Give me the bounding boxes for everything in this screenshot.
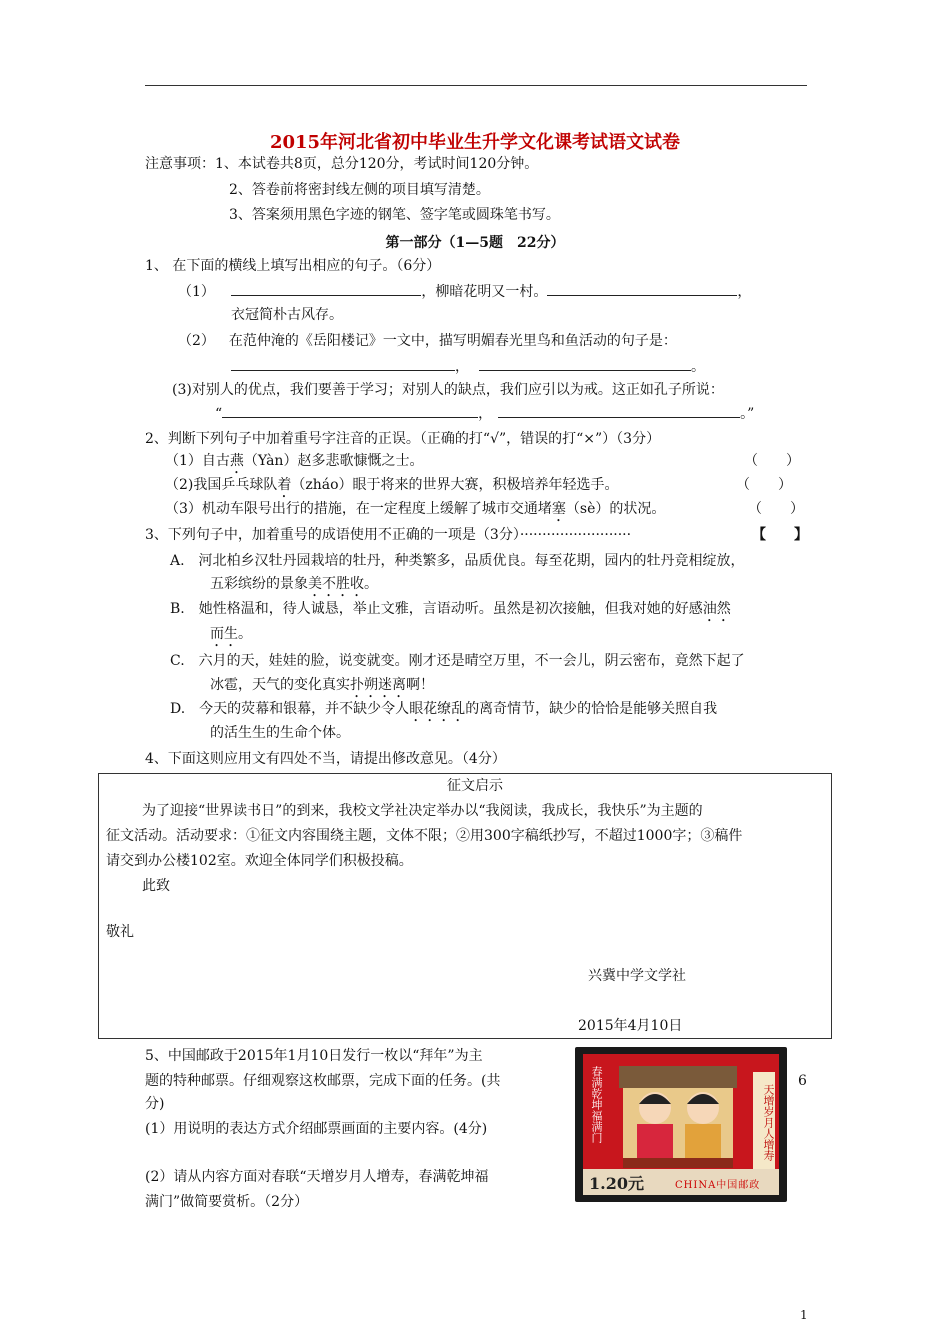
q1-p2-blanks [231,356,705,377]
exam-title: 2015年河北省初中毕业生升学文化课考试语文试卷 [269,132,681,153]
answer-paren[interactable]: （ ） [748,501,804,517]
q3-option-c: C. 六月的天，娃娃的脸，说变就变。刚才还是晴空万里，不一会儿，阴云密布，竟然下起了 [170,653,745,669]
notes-item: 2、答卷前将密封线左侧的项目填写清楚。 [229,182,490,198]
answer-blank[interactable] [231,356,455,371]
emphasis-char: 燕 [229,453,244,469]
punct: 。 [364,576,378,592]
q3-option-d-cont: 的活生生的生命个体。 [210,725,350,741]
notice-jingli: 敬礼 [106,924,134,940]
q1-p1-number: （1） [178,284,215,300]
punct: 。 [238,626,252,642]
q3-option-b [170,599,731,625]
q5-stem: 题的特种邮票。仔细观察这枚邮票，完成下面的任务。(共 [145,1073,501,1089]
q3-option-c-cont [210,675,434,701]
notes-label: 注意事项： [145,156,215,172]
q1-p3-blanks [215,403,754,424]
stamp-left-couplet: 春满乾坤福满门 [590,1066,603,1143]
q1-p3-text: (3)对别人的优点，我们要善于学习；对别人的缺点，我们应引以为戒。这正如孔子所说： [172,382,724,398]
q1-p1-text: ，柳暗花明又一村。 [421,284,548,300]
q2-item-1 [165,451,423,477]
notes [145,154,538,174]
answer-blank[interactable] [498,403,740,418]
q3-text: D. 今天的荧幕和银幕，并不缺少令人 [170,701,410,717]
q3-text: 冰雹，天气的变化真实 [210,677,350,693]
notice-cizhi: 此致 [142,878,170,894]
children-illustration-icon [613,1062,743,1170]
q2-stem: 2、判断下列句子中加着重号字注音的正误。（正确的打“√”，错误的打“×”）（3分） [145,431,661,447]
stamp-value: 1.20元 [589,1174,644,1193]
section-title: 第一部分（1—5题 22分） [385,235,565,251]
q2-item-2 [165,475,619,501]
answer-bracket[interactable]: 【 】 [752,527,808,543]
emphasis-idiom: 扑朔迷离 [350,677,406,693]
notice-org: 兴冀中学文学社 [588,968,686,984]
stamp-country: CHINA中国邮政 [675,1180,761,1191]
q5-score: 6 [798,1073,807,1089]
q3-text: B. 她性格温和，待人诚恳，举止文雅，言语动听。虽然是初次接触，但我对她的好感 [170,601,703,617]
q2-item-3 [165,499,665,525]
q2-text: （3）机动车限号出行的措施，在一定程度上缓解了城市交通堵 [165,501,552,517]
q3-text: 五彩缤纷的景象 [210,576,308,592]
q3-text: 的离奇情节，缺少的恰恰是能够关照自我 [465,701,718,717]
punct: ， [478,406,493,422]
q1-part2 [178,331,677,351]
q1-p2-number: （2） [178,333,215,349]
emphasis-idiom: 眼花缭乱 [409,701,466,717]
stamp-right-couplet: 天增岁月人增寿 [753,1072,775,1172]
q1-stem: 1、 在下面的横线上填写出相应的句子。（6分） [145,258,441,274]
q3-option-a: A. 河北柏乡汉牡丹园栽培的牡丹，种类繁多，品质优良。每至花期，园内的牡丹竞相绽放， [170,553,745,569]
q3-option-b-cont [210,624,252,650]
answer-blank[interactable] [479,356,691,371]
stamp-design [583,1054,779,1195]
notice-line: 请交到办公楼102室。欢迎全体同学们积极投稿。 [106,853,413,869]
answer-paren[interactable]: （ ） [744,453,800,469]
emphasis-char: 着 [277,477,292,493]
notice-title: 征文启示 [447,778,503,794]
q5-sub-1: (1）用说明的表达方式介绍邮票画面的主要内容。(4分) [145,1121,488,1137]
q1-p1-end: ， [737,284,752,300]
emphasis-idiom: 而生 [210,626,238,642]
punct: 。 [691,359,705,375]
emphasis-char: 塞 [551,501,566,517]
q1-p2-text: 在范仲淹的《岳阳楼记》一文中，描写明媚春光里鸟和鱼活动的句子是： [228,333,677,349]
q5-stem: 分) [145,1096,165,1112]
q5-sub-2: 满门”做简要赏析。（2分） [145,1194,309,1210]
answer-blank[interactable] [222,403,478,418]
q5-sub-2: (2）请从内容方面对春联“天增岁月人增寿，春满乾坤福 [145,1169,489,1185]
page-number: 1 [800,1308,808,1322]
notice-line: 为了迎接“世界读书日”的到来，我校文学社决定举办以“我阅读，我成长，我快乐”为主题的 [142,803,703,819]
q3-stem: 3、下列句子中，加着重号的成语使用不正确的一项是（3分）························· [145,527,632,543]
punct: “ [215,406,223,422]
new-year-stamp [575,1047,787,1202]
q1-p1-line2: 衣冠简朴古风存。 [231,307,343,323]
header-rule [145,85,807,86]
notice-date: 2015年4月10日 [578,1018,683,1034]
q2-text: （2)我国乒乓球队 [165,477,278,493]
q2-text: （Yàn）赵多悲歌慷慨之士。 [243,453,424,469]
answer-blank[interactable] [547,281,737,296]
punct: 。” [740,406,755,422]
stamp-bottom-band [583,1169,779,1195]
q2-text: （1）自古 [165,453,230,469]
emphasis-idiom: 油然 [702,601,731,617]
answer-blank[interactable] [231,281,421,296]
punct: ， [455,359,469,375]
q5-stem: 5、中国邮政于2015年1月10日发行一枚以“拜年”为主 [145,1048,483,1064]
punct: 啊！ [406,677,434,693]
q4-stem: 4、下面这则应用文有四处不当，请提出修改意见。（4分） [145,751,506,767]
q2-text: （sè）的状况。 [565,501,666,517]
notes-item: 1、本试卷共8页，总分120分，考试时间120分钟。 [215,156,539,172]
answer-paren[interactable]: （ ） [736,477,792,493]
emphasis-idiom: 美不胜收 [308,576,364,592]
notes-item: 3、答案须用黑色字迹的钢笔、签字笔或圆珠笔书写。 [229,207,560,223]
q3-option-a-cont [210,574,378,600]
q2-text: （zháo）眼于将来的世界大赛，积极培养年轻选手。 [291,477,619,493]
notice-line: 征文活动。活动要求：①征文内容围绕主题，文体不限；②用300字稿纸抄写，不超过1000字；③稿件 [106,828,743,844]
q1-part1 [178,281,751,302]
q3-option-d [170,699,717,725]
